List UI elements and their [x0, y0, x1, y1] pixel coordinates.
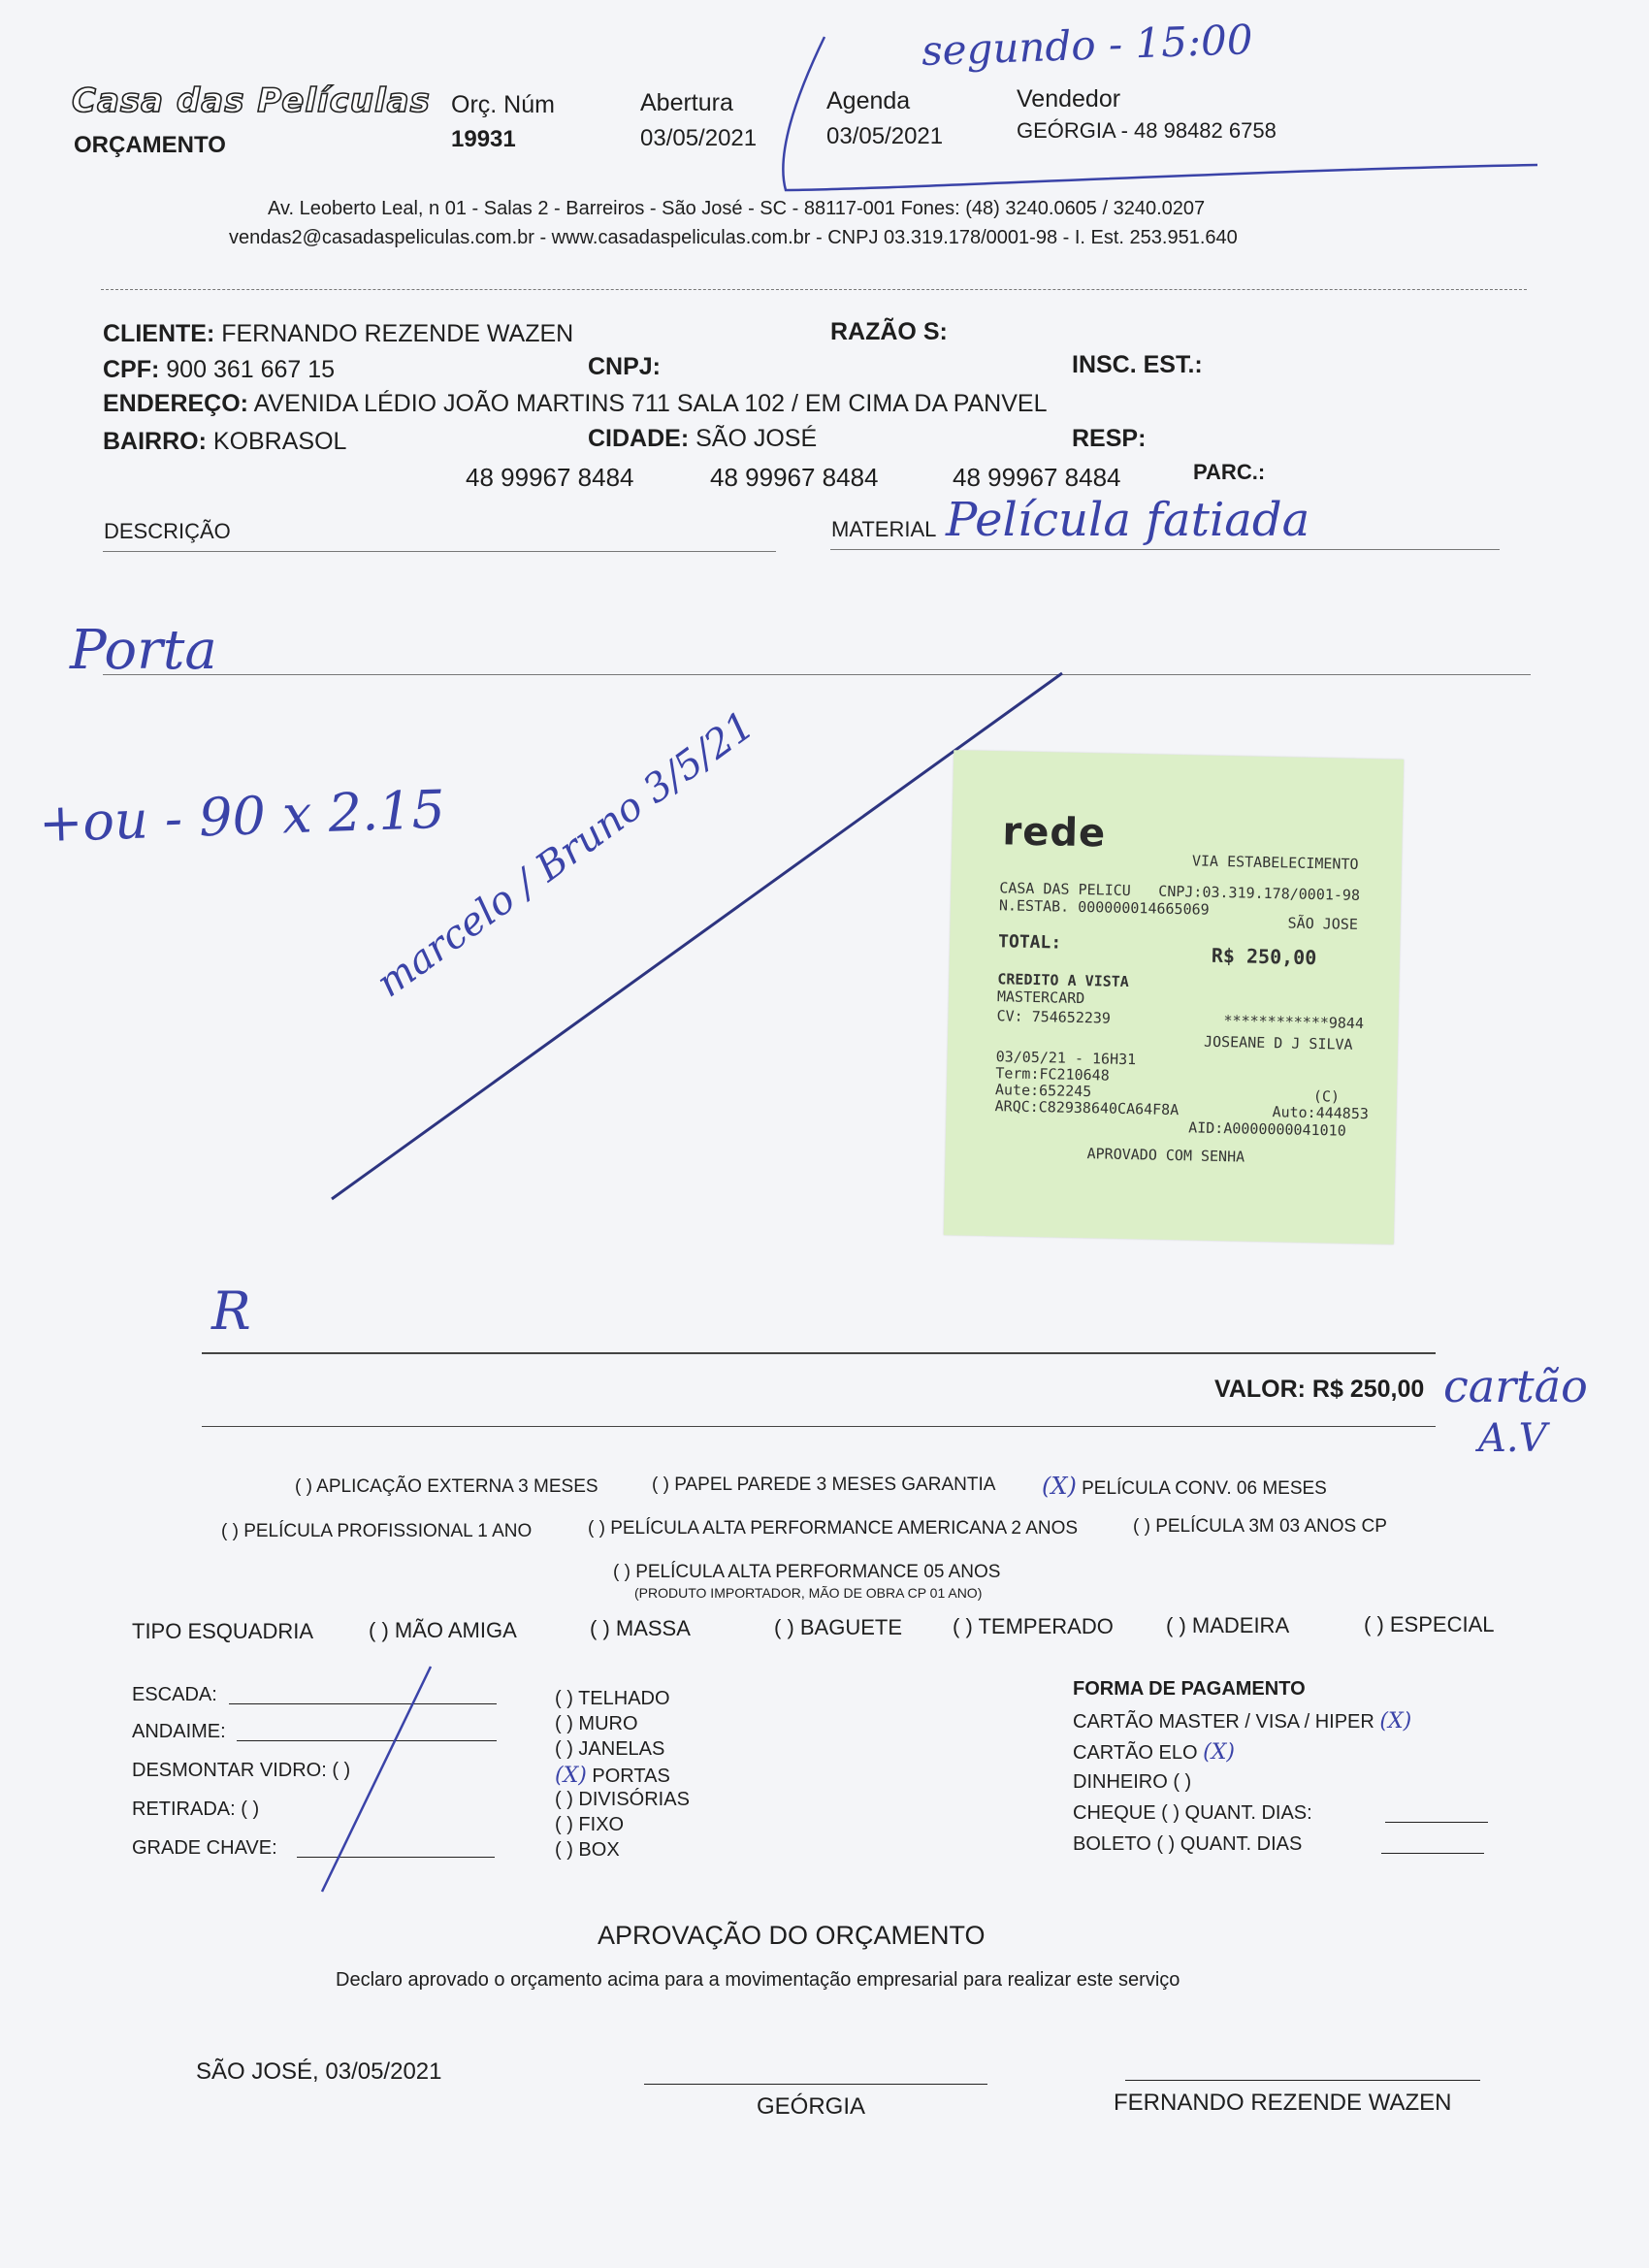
receipt-estab: N.ESTAB. 000000014665069 — [998, 896, 1210, 919]
doc-type: ORÇAMENTO — [74, 132, 226, 158]
esquadria-madeira: ( ) MADEIRA — [1166, 1613, 1290, 1637]
razao-label: RAZÃO S: — [830, 318, 948, 345]
receipt-via: VIA ESTABELECIMENTO — [1191, 852, 1359, 873]
esquadria-baguete: ( ) BAGUETE — [774, 1615, 903, 1639]
esquadria-label: TIPO ESQUADRIA — [132, 1619, 314, 1643]
descricao-label: DESCRIÇÃO — [104, 519, 231, 543]
receipt-auto: Auto:444853 — [1272, 1103, 1370, 1123]
receipt-approved: APROVADO COM SENHA — [1086, 1145, 1245, 1166]
receipt-aute: Aute:652245 — [994, 1081, 1092, 1101]
product-option-7-note: (PRODUTO IMPORTADOR, MÃO DE OBRA CP 01 ANO) — [634, 1585, 983, 1601]
abertura-label: Abertura — [640, 89, 733, 116]
valor-total: VALOR: R$ 250,00 — [1214, 1376, 1425, 1403]
product-option-7: ( ) PELÍCULA ALTA PERFORMANCE 05 ANOS — [613, 1562, 1001, 1582]
pag-cartao-master: CARTÃO MASTER / VISA / HIPER (X) — [1073, 1709, 1412, 1733]
pag-boleto: BOLETO ( ) QUANT. DIAS — [1073, 1833, 1303, 1855]
client-sign-line — [1125, 2080, 1480, 2081]
company-logo: Casa das Películas — [72, 81, 431, 120]
place-date: SÃO JOSÉ, 03/05/2021 — [196, 2058, 442, 2085]
receipt-store: CASA DAS PELICU — [999, 879, 1131, 900]
size-handwritten: +ou - 90 x 2.15 — [38, 778, 446, 855]
agenda-value: 03/05/2021 — [826, 123, 944, 149]
descricao-line — [103, 551, 776, 552]
seller-sign-line — [644, 2084, 987, 2085]
receipt-card: MASTERCARD — [996, 988, 1085, 1008]
local-box: ( ) BOX — [555, 1839, 620, 1861]
insc-label: INSC. EST.: — [1072, 351, 1203, 378]
product-option-2: ( ) PAPEL PAREDE 3 MESES GARANTIA — [652, 1474, 996, 1495]
receipt-brand: rede — [1002, 809, 1107, 857]
signature-line — [202, 1352, 1436, 1354]
receipt-holder: JOSEANE D J SILVA — [1203, 1032, 1353, 1053]
pag-cheque: CHEQUE ( ) QUANT. DIAS: — [1073, 1802, 1312, 1824]
vendedor-label: Vendedor — [1017, 85, 1121, 113]
product-option-4: ( ) PELÍCULA PROFISSIONAL 1 ANO — [221, 1521, 533, 1541]
grade-chave-label: GRADE CHAVE: — [132, 1837, 277, 1859]
handwritten-note: segundo - 15:00 — [921, 16, 1254, 75]
material-line — [830, 549, 1500, 550]
cnpj-label: CNPJ: — [588, 353, 662, 380]
extras-strike — [310, 1659, 446, 1901]
receipt-datetime: 03/05/21 - 16H31 — [995, 1048, 1137, 1069]
receipt-total-label: TOTAL: — [997, 931, 1062, 954]
local-portas: (X) PORTAS — [555, 1764, 670, 1788]
product-option-6: ( ) PELÍCULA 3M 03 ANOS CP — [1133, 1516, 1387, 1537]
endereco-row: ENDEREÇO: AVENIDA LÉDIO JOÃO MARTINS 711 SALA 102 / EM CIMA DA PANVEL — [103, 390, 1048, 417]
esquadria-especial: ( ) ESPECIAL — [1364, 1612, 1495, 1636]
phone-3: 48 99967 8484 — [953, 463, 1121, 492]
vendedor-value: GEÓRGIA - 48 98482 6758 — [1017, 118, 1277, 143]
pag-cartao-elo: CARTÃO ELO (X) — [1073, 1740, 1235, 1765]
header-ink-stroke — [0, 0, 1649, 291]
esquadria-massa: ( ) MASSA — [590, 1616, 691, 1640]
seller-sign: GEÓRGIA — [757, 2093, 866, 2120]
contact-line: vendas2@casadaspeliculas.com.br - www.casadaspeliculas.com.br - CNPJ 03.319.178/0001-98 - I. Est. 253.951.640 — [229, 227, 1238, 248]
local-telhado: ( ) TELHADO — [555, 1688, 670, 1709]
pagamento-title: FORMA DE PAGAMENTO — [1073, 1678, 1306, 1700]
pag-dinheiro: DINHEIRO ( ) — [1073, 1771, 1192, 1793]
desmontar-label: DESMONTAR VIDRO: ( ) — [132, 1760, 351, 1781]
resp-label: RESP: — [1072, 425, 1147, 452]
card-receipt — [944, 750, 1404, 1245]
valor-hand-note2: A.V — [1478, 1416, 1547, 1461]
product-option-5: ( ) PELÍCULA ALTA PERFORMANCE AMERICANA 2 ANOS — [588, 1518, 1079, 1539]
agenda-label: Agenda — [826, 87, 911, 114]
material-label: MATERIAL — [831, 517, 937, 541]
valor-line — [202, 1426, 1436, 1427]
local-janelas: ( ) JANELAS — [555, 1738, 665, 1760]
header-divider — [101, 289, 1527, 290]
receipt-arqc: ARQC:C82938640CA64F8A — [994, 1097, 1180, 1119]
product-option-3: (X) PELÍCULA CONV. 06 MESES — [1042, 1473, 1327, 1500]
local-divisorias: ( ) DIVISÓRIAS — [555, 1789, 690, 1810]
client-sign: FERNANDO REZENDE WAZEN — [1114, 2090, 1452, 2116]
bairro-row: BAIRRO: KOBRASOL — [103, 428, 347, 455]
cliente-row: CLIENTE: FERNANDO REZENDE WAZEN — [103, 320, 574, 347]
local-muro: ( ) MURO — [555, 1713, 638, 1734]
orc-value: 19931 — [451, 126, 516, 152]
item-handwritten: Porta — [70, 619, 217, 682]
phone-2: 48 99967 8484 — [710, 463, 879, 492]
approval-title: APROVAÇÃO DO ORÇAMENTO — [598, 1921, 986, 1950]
receipt-c-mark: (C) — [1312, 1087, 1341, 1106]
andaime-label: ANDAIME: — [132, 1721, 226, 1742]
receipt-total-value: R$ 250,00 — [1211, 943, 1317, 970]
material-handwritten: Película fatiada — [946, 493, 1310, 547]
cidade-row: CIDADE: SÃO JOSÉ — [588, 425, 818, 452]
retirada-label: RETIRADA: ( ) — [132, 1798, 260, 1820]
initials: R — [211, 1280, 251, 1342]
parc-label: PARC.: — [1193, 460, 1266, 484]
receipt-card-number: ************9844 — [1223, 1012, 1365, 1033]
signature-note: marcelo / Bruno 3/5/21 — [369, 702, 762, 1007]
esquadria-temperado: ( ) TEMPERADO — [953, 1614, 1114, 1638]
phone-1: 48 99967 8484 — [466, 463, 634, 492]
address-line: Av. Leoberto Leal, n 01 - Salas 2 - Barreiros - São José - SC - 88117-001 Fones: (48) 3240.0605 / 3240.0207 — [268, 198, 1206, 219]
receipt-aid: AID:A0000000041010 — [1188, 1118, 1346, 1140]
esquadria-mao-amiga: ( ) MÃO AMIGA — [369, 1618, 517, 1642]
orc-label: Orç. Núm — [451, 91, 555, 118]
cpf-row: CPF: 900 361 667 15 — [103, 356, 336, 383]
cheque-line — [1385, 1822, 1488, 1823]
receipt-cnpj: CNPJ:03.319.178/0001-98 — [1158, 882, 1361, 904]
receipt-mode: CREDITO A VISTA — [997, 970, 1129, 991]
abertura-value: 03/05/2021 — [640, 125, 758, 151]
receipt-term: Term:FC210648 — [995, 1064, 1110, 1085]
receipt-city: SÃO JOSE — [1287, 914, 1359, 933]
receipt-cv: CV: 754652239 — [996, 1007, 1112, 1027]
escada-label: ESCADA: — [132, 1684, 217, 1705]
product-option-1: ( ) APLICAÇÃO EXTERNA 3 MESES — [295, 1476, 598, 1497]
boleto-line — [1381, 1853, 1484, 1854]
local-fixo: ( ) FIXO — [555, 1814, 625, 1835]
valor-hand-note1: cartão — [1443, 1360, 1588, 1412]
approval-text: Declaro aprovado o orçamento acima para a movimentação empresarial para realizar este serviço — [336, 1969, 1180, 1991]
